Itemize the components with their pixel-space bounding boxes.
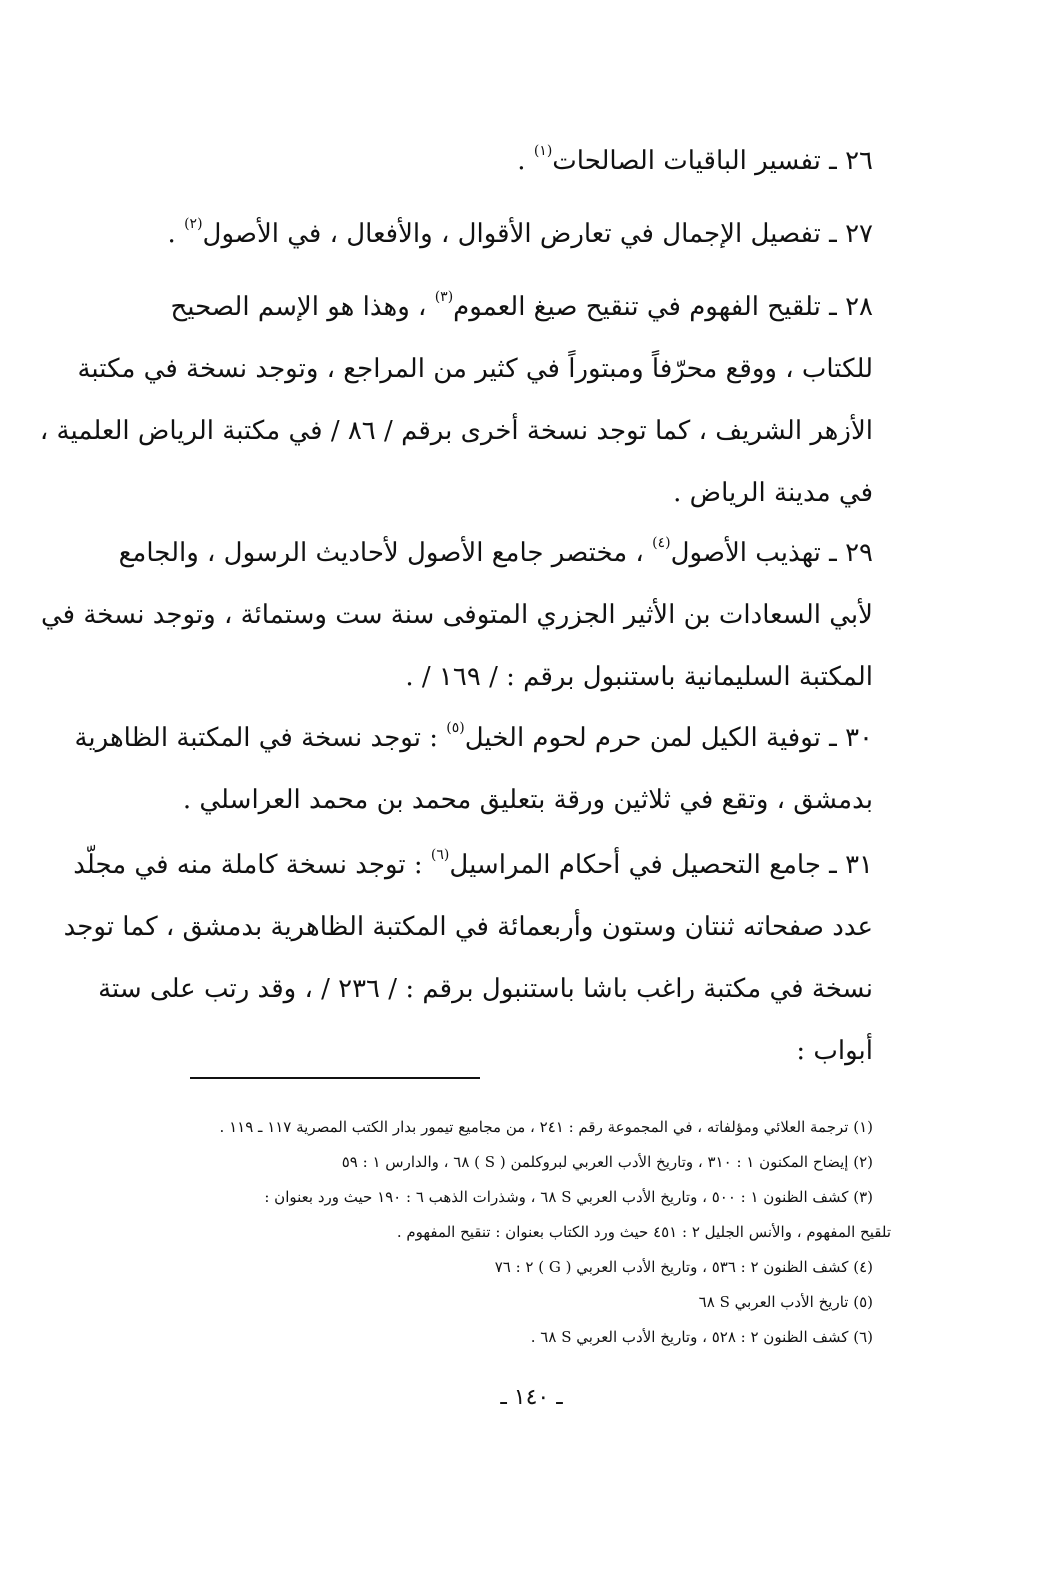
footnote-ref-5: (٥) <box>446 720 465 737</box>
entry-31-line-4: أبواب : <box>796 1036 873 1066</box>
footnote-ref-2: (٢) <box>184 216 203 233</box>
entry-31-title: ٣١ ـ جامع التحصيل في أحكام المراسيل <box>449 850 873 880</box>
footnote-3: (٣) كشف الظنون ١ : ٥٠٠ ، وتاريخ الأدب العربي S ٦٨ ، وشذرات الذهب ٦ : ١٩٠ حيث ورد بعنوان : <box>264 1188 873 1206</box>
entry-27 <box>167 203 873 265</box>
entry-31-line-2: عدد صفحاته ثنتان وستون وأربعمائة في المكتبة الظاهرية بدمشق ، كما توجد <box>63 912 873 942</box>
entry-31-line-1-rest: : توجد نسخة كاملة منه في مجلّد <box>73 850 423 880</box>
footnote-ref-1: (١) <box>533 143 553 160</box>
entry-27-tail: . <box>167 219 185 249</box>
footnote-ref-6: (٦) <box>430 847 450 864</box>
entry-26-text: ٢٦ ـ تفسير الباقيات الصالحات <box>552 146 873 176</box>
entry-28-line-1-rest: ، وهذا هو الإسم الصحيح <box>170 292 427 322</box>
entry-29-line-2: لأبي السعادات بن الأثير الجزري المتوفى سنة ست وستمائة ، وتوجد نسخة في <box>40 600 873 630</box>
footnote-5: (٥) تاريخ الأدب العربي S ٦٨ <box>698 1293 873 1311</box>
footnote-3-continued: تلقيح المفهوم ، والأنس الجليل ٢ : ٤٥١ حيث ورد الكتاب بعنوان : تنقيح المفهوم . <box>396 1223 891 1241</box>
entry-29-line-1-rest: ، مختصر جامع الأصول لأحاديث الرسول ، والجامع <box>118 538 644 568</box>
entry-28 <box>39 276 873 524</box>
entry-30-line-2: بدمشق ، وتقع في ثلاثين ورقة بتعليق محمد بن محمد العراسلي . <box>182 785 873 815</box>
entry-28-line-4: في مدينة الرياض . <box>673 478 873 508</box>
footnote-ref-4: (٤) <box>652 535 671 552</box>
footnote-separator <box>190 1077 480 1079</box>
footnote-6: (٦) كشف الظنون ٢ : ٥٢٨ ، وتاريخ الأدب العربي S ٦٨ . <box>530 1328 873 1346</box>
entry-28-line-2: للكتاب ، ووقع محرّفاً ومبتوراً في كثير من المراجع ، وتوجد نسخة في مكتبة <box>77 354 873 384</box>
entry-26 <box>190 130 873 192</box>
footnote-4: (٤) كشف الظنون ٢ : ٥٣٦ ، وتاريخ الأدب العربي ( G ) ٢ : ٧٦ <box>494 1258 873 1276</box>
footnote-ref-3: (٣) <box>434 289 454 306</box>
entry-30-title: ٣٠ ـ توفية الكيل لمن حرم لحوم الخيل <box>464 723 873 753</box>
entry-26-tail: . <box>517 146 534 176</box>
entry-28-title: ٢٨ ـ تلقيح الفهوم في تنقيح صيغ العموم <box>453 292 873 322</box>
entry-29-line-3: المكتبة السليمانية باستنبول برقم : / ١٦٩ / . <box>405 662 873 692</box>
entry-30 <box>74 707 873 831</box>
page-number: ـ ١٤٠ ـ <box>500 1385 563 1410</box>
footnote-2: (٢) إيضاح المكنون ١ : ٣١٠ ، وتاريخ الأدب العربي لبروكلمن ( S ) ٦٨ ، والدارس ١ : ٥٩ <box>341 1153 873 1171</box>
entry-30-line-1-rest: : توجد نسخة في المكتبة الظاهرية <box>74 723 438 753</box>
footnotes-list <box>180 1110 891 1355</box>
entry-27-text: ٢٧ ـ تفصيل الإجمال في تعارض الأقوال ، والأفعال ، في الأصول <box>202 219 873 249</box>
entry-31-line-3: نسخة في مكتبة راغب باشا باستنبول برقم : / ٢٣٦ / ، وقد رتب على ستة <box>98 974 873 1004</box>
entry-31 <box>63 834 873 1082</box>
entry-29-title: ٢٩ ـ تهذيب الأصول <box>670 538 873 568</box>
entry-29 <box>40 522 873 708</box>
entry-28-line-3: الأزهر الشريف ، كما توجد نسخة أخرى برقم / ٨٦ / في مكتبة الرياض العلمية ، <box>39 416 873 446</box>
footnote-1: (١) ترجمة العلائي ومؤلفاته ، في المجموعة رقم : ٢٤١ ، من مجاميع تيمور بدار الكتب المصرية ١١٧ ـ ١١٩ . <box>219 1118 873 1136</box>
